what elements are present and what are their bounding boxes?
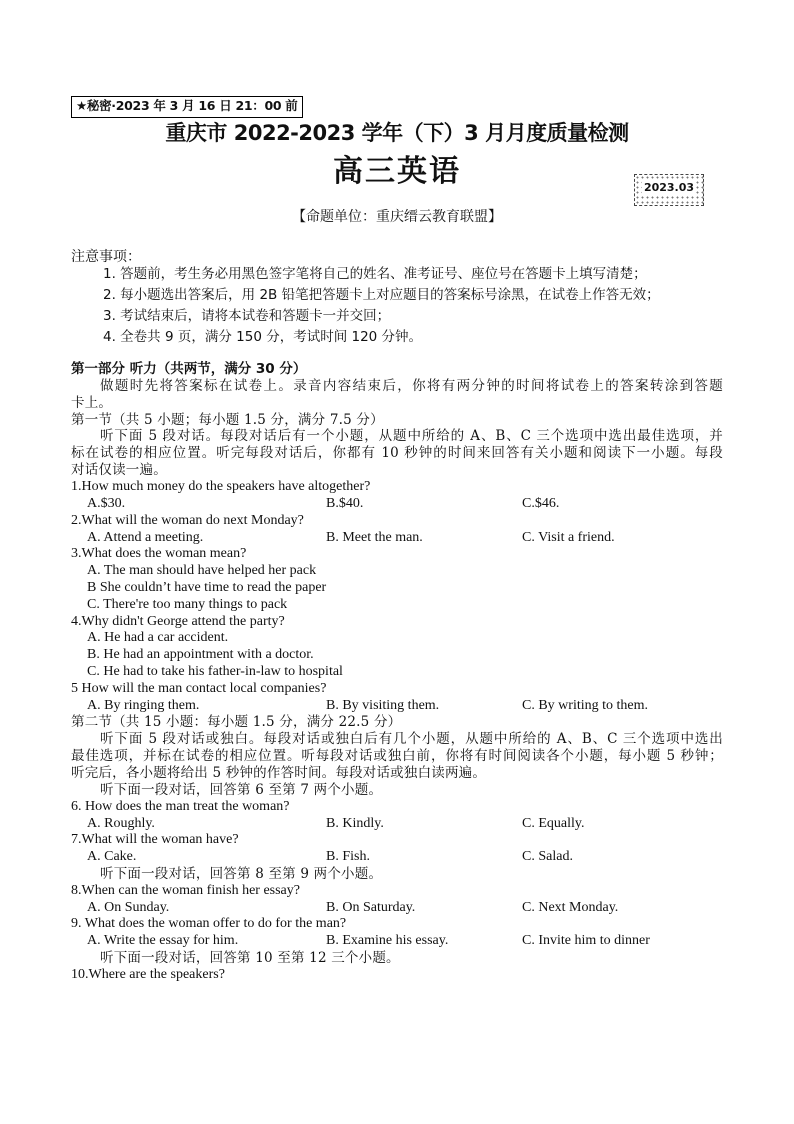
question-7: 7.What will the woman have? xyxy=(71,832,239,848)
question-4: 4.Why didn't George attend the party? xyxy=(71,613,285,629)
option-a: A. Write the essay for him. xyxy=(87,933,239,949)
option-b: B. Examine his essay. xyxy=(326,933,449,949)
option-b: B She couldn’t have time to read the paper xyxy=(87,579,327,595)
section2-instructions-line: 最佳选项，并标在试卷的相应位置。听每段对话或独白前，你将有时间阅读各个小题，每小题 5 秒钟； xyxy=(71,748,723,765)
option-c: C. He had to take his father-in-law to hospital xyxy=(87,663,343,679)
question-3: 3.What does the woman mean? xyxy=(71,546,247,562)
exam-title: 重庆市 2022-2023 学年（下）3 月月度质量检测 xyxy=(165,121,629,145)
question-7-options xyxy=(71,849,723,866)
option-b: B.$40. xyxy=(326,495,364,511)
question-8: 8.When can the woman finish her essay? xyxy=(71,882,300,898)
option-c: C. Salad. xyxy=(522,849,573,865)
section2-title: 第二节（共 15 小题：每小题 1.5 分，满分 22.5 分） xyxy=(71,714,402,731)
option-a: A. He had a car accident. xyxy=(87,630,229,646)
option-b: B. Fish. xyxy=(326,849,370,865)
option-b: B. On Saturday. xyxy=(326,899,416,915)
question-5-options xyxy=(71,698,723,715)
question-6: 6. How does the man treat the woman? xyxy=(71,798,290,814)
question-9: 9. What does the woman offer to do for the man? xyxy=(71,916,347,932)
option-c: C. Visit a friend. xyxy=(522,529,615,545)
option-c: C. There're too many things to pack xyxy=(87,596,288,612)
section2-instructions-line: 听下面 5 段对话或独白。每段对话或独白后有几个小题，从题中所给的 A、B、C 三个选项中选出 xyxy=(100,731,723,748)
listen-instruction: 听下面一段对话，回答第 8 至第 9 两个小题。 xyxy=(100,865,383,882)
option-a: A. Roughly. xyxy=(87,815,155,831)
confidential-label: ★秘密·2023 年 3 月 16 日 21：00 前 xyxy=(71,96,303,118)
question-10: 10.Where are the speakers? xyxy=(71,966,225,982)
option-b: B. Meet the man. xyxy=(326,529,423,545)
question-5: 5 How will the man contact local companies? xyxy=(71,680,327,696)
notes-item: 3. 考试结束后，请将本试卷和答题卡一并交回； xyxy=(103,308,391,324)
option-c: C. Invite him to dinner xyxy=(522,933,650,949)
section1-instructions-line: 听下面 5 段对话。每段对话后有一个小题，从题中所给的 A、B、C 三个选项中选出最佳选项，并 xyxy=(100,428,723,445)
question-8-options xyxy=(71,900,723,917)
part1-title: 第一部分 听力（共两节，满分 30 分） xyxy=(71,361,307,377)
notes-list xyxy=(103,264,660,348)
question-1-options xyxy=(71,496,723,513)
option-a: A. The man should have helped her pack xyxy=(87,563,317,579)
option-c: C. By writing to them. xyxy=(522,697,648,713)
question-9-options xyxy=(71,933,723,950)
option-b: B. Kindly. xyxy=(326,815,384,831)
option-a: A. On Sunday. xyxy=(87,899,170,915)
option-b: B. By visiting them. xyxy=(326,697,440,713)
question-1: 1.How much money do the speakers have altogether? xyxy=(71,479,371,495)
question-2: 2.What will the woman do next Monday? xyxy=(71,512,304,528)
option-b: B. He had an appointment with a doctor. xyxy=(87,647,314,663)
part1-intro-line: 卡上。 xyxy=(71,394,113,411)
section1-title: 第一节（共 5 小题；每小题 1.5 分，满分 7.5 分） xyxy=(71,411,384,428)
notes-item: 1. 答题前，考生务必用黑色签字笔将自己的姓名、准考证号、座位号在答题卡上填写清楚； xyxy=(103,266,647,282)
question-2-options xyxy=(71,530,723,547)
exam-subtitle: 高三英语 xyxy=(333,154,461,189)
option-c: C. Equally. xyxy=(522,815,585,831)
option-a: A. By ringing them. xyxy=(87,697,200,713)
section1-instructions-line: 标在试卷的相应位置。听完每段对话后，你都有 10 秒钟的时间来回答有关小题和阅读下一小题。每段 xyxy=(71,445,723,462)
issuer-line: 【命题单位：重庆缙云教育联盟】 xyxy=(292,209,502,225)
listen-instruction: 听下面一段对话，回答第 10 至第 12 三个小题。 xyxy=(100,949,400,966)
part1-listening xyxy=(71,361,723,984)
question-6-options xyxy=(71,816,723,833)
notes-title: 注意事项： xyxy=(71,249,141,265)
part1-intro-line: 做题时先将答案标在试卷上。录音内容结束后，你将有两分钟的时间将试卷上的答案转涂到答题 xyxy=(100,377,723,394)
section2-instructions-line: 听完后，各小题将给出 5 秒钟的作答时间。每段对话或独白读两遍。 xyxy=(71,765,487,782)
date-stamp-text: 2023.03 xyxy=(643,181,695,194)
listen-instruction: 听下面一段对话，回答第 6 至第 7 两个小题。 xyxy=(100,781,383,798)
option-c: C.$46. xyxy=(522,495,560,511)
notes-item: 2. 每小题选出答案后，用 2B 铅笔把答题卡上对应题目的答案标号涂黑，在试卷上作答无效； xyxy=(103,287,660,303)
option-c: C. Next Monday. xyxy=(522,899,619,915)
option-a: A.$30. xyxy=(87,495,126,511)
option-a: A. Cake. xyxy=(87,849,137,865)
notes-item: 4. 全卷共 9 页，满分 150 分，考试时间 120 分钟。 xyxy=(103,329,423,345)
date-stamp xyxy=(634,174,704,206)
section1-instructions-line: 对话仅读一遍。 xyxy=(71,462,167,479)
option-a: A. Attend a meeting. xyxy=(87,529,204,545)
